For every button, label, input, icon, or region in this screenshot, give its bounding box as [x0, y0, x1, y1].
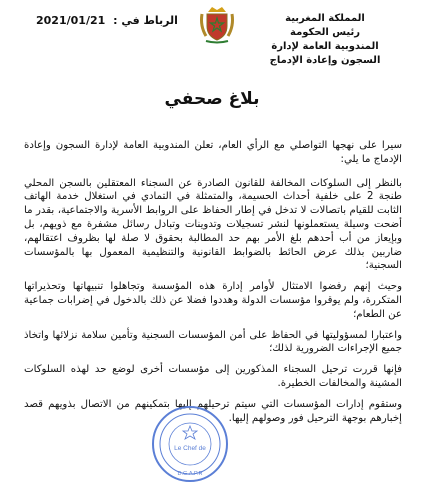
org-line: المملكة المغربية: [285, 13, 365, 24]
place-date-label: الرباط في :: [113, 14, 178, 27]
org-line: السجون وإعادة الإدماج: [269, 55, 381, 66]
document-title: بلاغ صحفي: [164, 89, 260, 109]
moroccan-coat-of-arms-icon: [198, 4, 236, 44]
stamp-center-text: Le Chef de: [174, 445, 206, 452]
release-date: 2021/01/21: [36, 14, 106, 27]
issuing-authority: [250, 12, 400, 68]
paragraph: سيرا على نهجها التواصلي مع الرأي العام، تعلن المندوبية العامة لإدارة السجون وإعادة الإدماج ما يلي:: [24, 140, 402, 165]
paragraph: وستقوم إدارات المؤسسات التي سيتم ترحيلهم إليها بتمكينهم من الاتصال بذويهم قصد إخبارهم بوجهة الترحيل فور وصولهم إليها.: [24, 398, 402, 424]
place-date: [36, 14, 178, 27]
paragraph: واعتبارا لمسؤوليتها في الحفاظ على أمن المؤسسات السجنية وتأمين سلامة نزلائها واتخاذ جميع الإجراءات الضرورية لذلك؛: [24, 329, 402, 355]
org-line: المندوبية العامة لإدارة: [271, 41, 379, 52]
paragraph: فإنها قررت ترحيل السجناء المذكورين إلى مؤسسات أخرى لوضع حد لهذه السلوكات المشينة والمخالفات الخطيرة.: [24, 364, 402, 389]
paragraph: وحيث إنهم رفضوا الامتثال لأوامر إدارة هذه المؤسسة وتجاهلوا تنبيهاتها وتحذيراتها المتكررة، ولم يوقروا مؤسسات الدولة وهددوا فضلا عن ذلك بالدخول في إضرابات جماعية عن الطعام؛: [24, 281, 402, 320]
document-body: [24, 139, 402, 432]
paragraph: بالنظر إلى السلوكات المخالفة للقانون الصادرة عن السجناء المعتقلين بالسجن المحلي طنجة 2 على خلفية أحداث الحسيمة، والمتمثلة في التمادي في استغلال خدمة الهاتف الثابت للقيام باتصالات لا تدخل في إطار الحفاظ على الروابط الأسرية والاجتماعية، بقدر ما أضحت وسيلة يستعملونها لنشر تسجيلات وتدوينات وتبادل رسائل مشفرة مع ذويهم، بل وبإيعاز من أب أحدهم بلغ الأمر بهم حد المطالبة بحقوق لا صلة لها بظروف اعتقالهم، ضاربين بذلك عرض الحائط بالضوابط القانونية والتنظيمية المعمول بها بالمؤسسات السجنية؛: [24, 177, 402, 272]
org-line: رئيس الحكومة: [290, 27, 360, 38]
stamp-bottom-text: D.G.A.P.R: [177, 471, 203, 477]
official-stamp-icon: [150, 404, 230, 484]
